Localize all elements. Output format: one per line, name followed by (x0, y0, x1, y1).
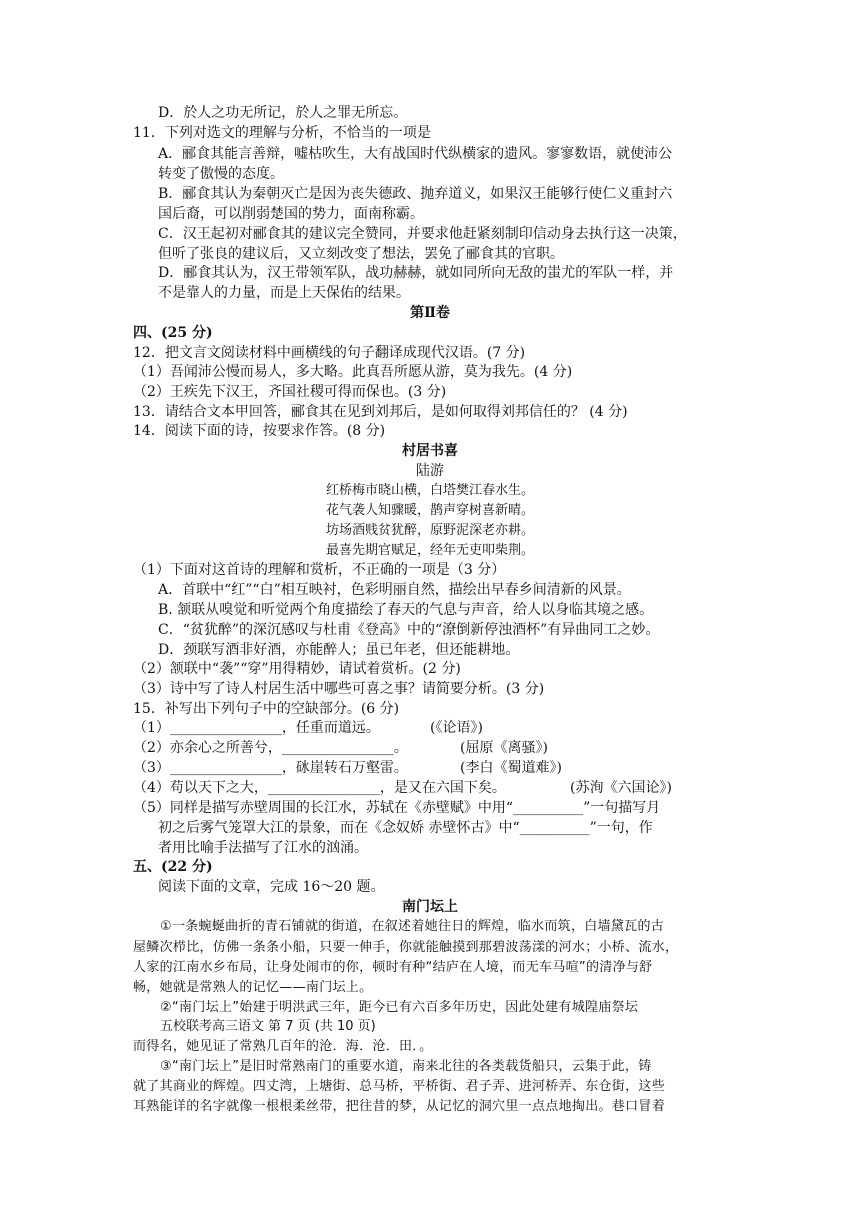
article-paragraph-1-line3: 人家的江南水乡布局，让身处闹市的你，顿时有种“结庐在人境，而无车马喧”的清净与舒 (133, 960, 653, 975)
q15-fill-4-source: (苏洵《六国论》) (570, 780, 672, 796)
q11-option-c-line1: C．汉王起初对郦食其的建议完全赞同，并要求他赶紧刻制印信动身去执行这一决策， (158, 226, 687, 242)
q15-fill-5-line1: （5）同样是描写赤壁周围的长江水，苏轼在《赤壁赋》中用“__________”一句描写月 (133, 800, 661, 816)
q15-fill-2: （2）亦余心之所善兮，________________。 (133, 740, 408, 756)
article-title: 南门坛上 (402, 899, 458, 915)
q14-option-c: C．“贫犹醉”的深沉感叹与杜甫《登高》中的“潦倒新停浊酒杯”有异曲同工之妙。 (158, 622, 660, 638)
section-5-heading: 五、(22 分) (133, 859, 213, 875)
q14-option-d: D．颈联写酒非好酒，亦能醉人；虽已年老，但还能耕地。 (158, 642, 520, 658)
q11-option-a-line1: A．郦食其能言善辩，嘘枯吹生，大有战国时代纵横家的遗风。寥寥数语，就使沛公 (158, 146, 673, 162)
poem-line: 红桥梅市晓山横，白塔樊江春水生。 (325, 483, 534, 498)
article-paragraph-1-line2: 屋鳞次栉比，仿佛一条条小船，只要一伸手，你就能触摸到那碧波荡漾的河水；小桥、流水， (133, 940, 679, 955)
volume-2-title: 第Ⅱ卷 (410, 305, 450, 321)
article-paragraph-3-line3: 耳熟能详的名字就像一根根柔丝带，把往昔的梦，从记忆的洞穴里一点点地掏出。巷口冒着 (133, 1099, 666, 1114)
poem-author: 陆游 (416, 463, 444, 479)
poem-title: 村居书喜 (402, 443, 458, 459)
section-5-instruction: 阅读下面的文章，完成 16～20 题。 (158, 879, 385, 895)
q11-option-a-line2: 转变了傲慢的态度。 (158, 166, 284, 182)
q14-part-3: （3）诗中写了诗人村居生活中哪些可喜之事？请简要分析。(3 分) (133, 681, 545, 697)
q14-option-a: A．首联中“红”“白”相互映衬，色彩明丽自然，描绘出早春乡间清新的风景。 (158, 582, 631, 598)
article-paragraph-3-line1: ③“南门坛上”是旧时常熟南门的重要水道，南来北往的各类载货船只，云集于此，铸 (160, 1059, 652, 1074)
q15-stem: 15．补写出下列句子中的空缺部分。(6 分) (133, 701, 400, 717)
q14-part-2: （2）颔联中“袭”“穿”用得精妙，请试着赏析。(2 分) (133, 661, 461, 677)
q15-fill-2-source: (屈原《离骚》) (460, 740, 548, 756)
q14-option-b: B. 颔联从嗅觉和听觉两个角度描绘了春天的气息与声音，给人以身临其境之感。 (158, 602, 654, 618)
q10-option-d: D．於人之功无所记，於人之罪无所忘。 (158, 105, 408, 121)
q12-part-2: （2）王疾先下汉王，齐国社稷可得而保也。(3 分) (133, 384, 447, 400)
page-footer: 五校联考高三语文 第 7 页 (共 10 页) (160, 1019, 376, 1034)
q12-stem: 12．把文言文阅读材料中画横线的句子翻译成现代汉语。(7 分) (133, 345, 526, 361)
q11-option-d-line1: D．郦食其认为，汉王带领军队，战功赫赫，就如同所向无敌的蚩尤的军队一样，并 (158, 265, 674, 281)
q11-option-d-line2: 不是靠人的力量，而是上天保佑的结果。 (158, 285, 410, 301)
poem-line: 花气袭人知骤暖，鹊声穿树喜新晴。 (325, 503, 534, 518)
q15-fill-1-source: (《论语》) (430, 720, 483, 736)
q15-fill-3: （3）________________，砯崖转石万壑雷。 (133, 760, 408, 776)
q11-option-b-line2: 国后裔，可以削弱楚国的势力，面南称霸。 (158, 206, 424, 222)
q15-fill-5-line3: 者用比喻手法描写了江水的汹涌。 (158, 840, 368, 856)
q11-stem: 11．下列对选文的理解与分析，不恰当的一项是 (133, 125, 431, 141)
q15-fill-4: （4）苟以天下之大，________________，是又在六国下矣。 (133, 780, 506, 796)
q11-option-b-line1: B．郦食其认为秦朝灭亡是因为丧失德政、抛弃道义，如果汉王能够行使仁义重封六 (158, 186, 673, 202)
q12-part-1: （1）吾闻沛公慢而易人，多大略。此真吾所愿从游，莫为我先。(4 分) (133, 364, 573, 380)
q15-fill-5-line2: 初之后雾气笼罩大江的景象，而在《念奴娇 赤壁怀古》中“__________”一句，作 (158, 820, 653, 836)
poem-line: 坊场酒贱贫犹醉，原野泥深老亦耕。 (325, 523, 534, 538)
article-paragraph-1-line1: ①一条蜿蜒曲折的青石铺就的街道，在叙述着她往日的辉煌，临水而筑，白墙黛瓦的古 (160, 919, 665, 934)
section-4-heading: 四、(25 分) (133, 325, 213, 341)
q15-fill-1: （1）________________，任重而道远。 (133, 720, 380, 736)
q15-fill-3-source: (李白《蜀道难》) (460, 760, 562, 776)
q11-option-c-line2: 但听了张良的建议后，又立刻改变了想法，罢免了郦食其的官职。 (158, 246, 564, 262)
poem-line: 最喜先期官赋足，经年无吏叩柴荆。 (325, 543, 534, 558)
q13-stem: 13．请结合文本甲回答，郦食其在见到刘邦后，是如何取得刘邦信任的？ (4 分) (133, 404, 628, 420)
q14-part-1: （1）下面对这首诗的理解和赏析，不正确的一项是（3 分） (133, 562, 506, 578)
q14-stem: 14．阅读下面的诗，按要求作答。(8 分) (133, 423, 386, 439)
article-paragraph-2-line1: ②“南门坛上”始建于明洪武三年，距今已有六百多年历史，因此处建有城隍庙祭坛 (160, 1000, 639, 1015)
article-paragraph-3-line2: 就了其商业的辉煌。四丈湾，上塘街、总马桥，平桥街、君子弄、进河桥弄、东仓街，这些 (133, 1079, 666, 1094)
article-paragraph-2-line2: 而得名，她见证了常熟几百年的沧．海．沧．田．。 (133, 1039, 433, 1054)
article-paragraph-1-line4: 畅，她就是常熟人的记忆——南门坛上。 (133, 980, 373, 995)
